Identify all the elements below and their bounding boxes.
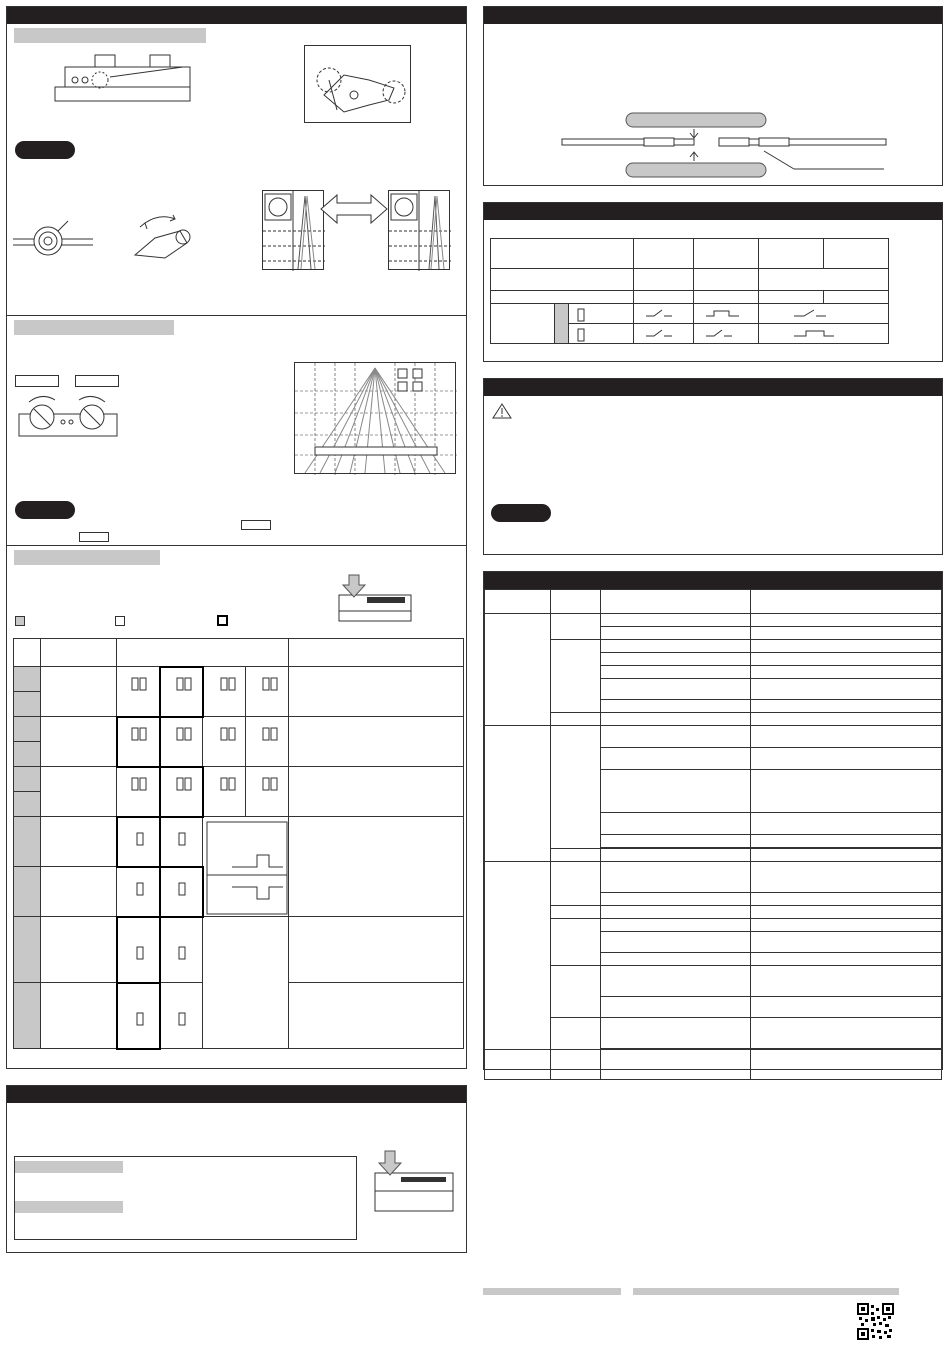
section-panel-right-4	[483, 571, 943, 1070]
subsection-label-bar	[15, 1161, 123, 1173]
section-header-bar	[484, 572, 942, 589]
section-header-bar	[7, 1086, 466, 1103]
qr-code-icon	[857, 1303, 894, 1340]
section-panel-left-1	[6, 6, 467, 1069]
section-panel-right-1	[483, 6, 943, 186]
section-panel-right-3	[483, 378, 943, 555]
warning-icon	[492, 403, 512, 419]
section-header-bar	[484, 7, 942, 24]
timing-glyphs	[484, 203, 944, 363]
section-panel-right-2	[483, 202, 943, 362]
inner-frame	[14, 1156, 357, 1240]
dip-switch-glyphs	[7, 7, 468, 1070]
footer-grey-bar-left	[483, 1288, 621, 1295]
mounting-alignment-diagram	[554, 111, 904, 183]
section-panel-left-2	[6, 1085, 467, 1253]
subsection-label-bar	[15, 1201, 123, 1213]
footer-grey-bar-right	[633, 1288, 899, 1295]
section-header-bar	[484, 379, 942, 396]
note-badge	[491, 504, 551, 522]
button-location-illustration	[373, 1151, 458, 1216]
specifications-table	[484, 589, 942, 1080]
